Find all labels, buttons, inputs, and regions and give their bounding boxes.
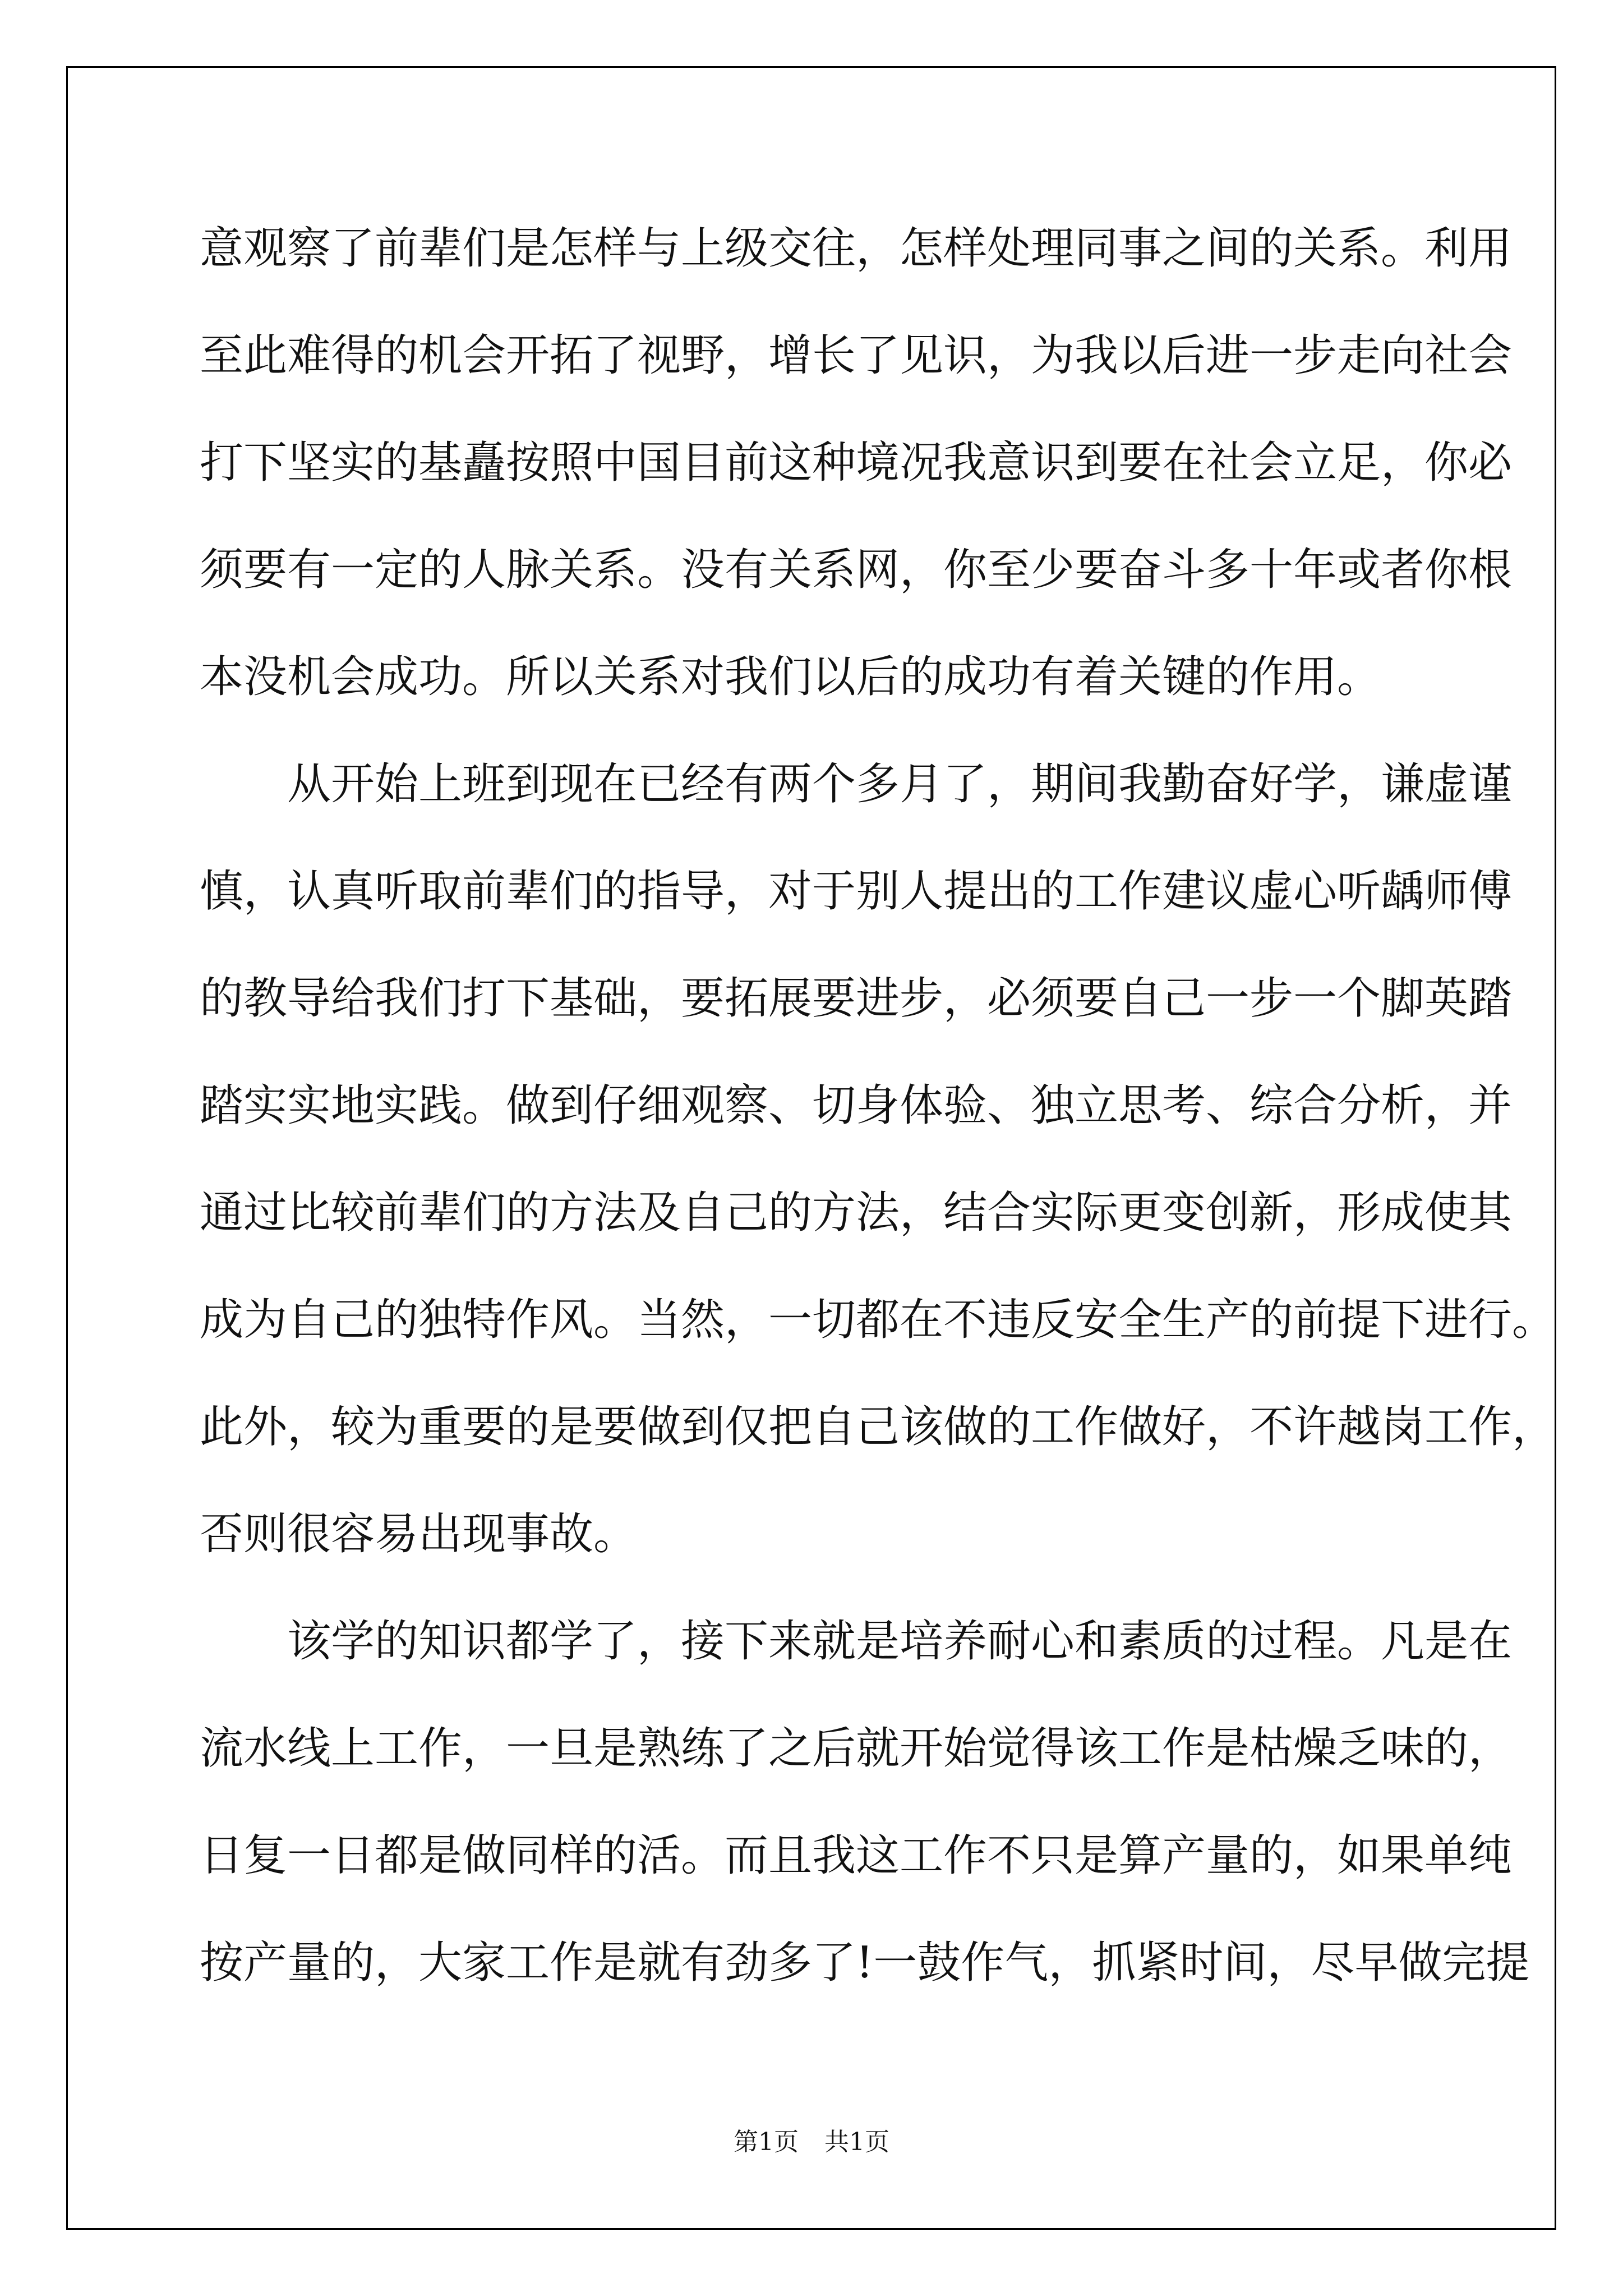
text-line: 意观察了前辈们是怎样与上级交往，怎样处理同事之间的关系。利用 [200,223,1513,274]
text-line: 踏实实地实践。做到仔细观察、切身体验、独立思考、综合分析，并 [200,1080,1513,1131]
text-line: 从开始上班到现在已经有两个多月了，期间我勤奋好学，谦虚谨 [287,759,1513,809]
text-line: 流水线上工作，一旦是熟练了之后就开始觉得该工作是枯燥乏味的， [200,1723,1513,1774]
text-line: 否则很容易出现事故。 [200,1509,638,1559]
text-line: 打下坚实的基矗按照中国目前这种境况我意识到要在社会立足，你必 [200,438,1513,488]
page-number: 第1页 [734,2128,799,2156]
text-line: 须要有一定的人脉关系。没有关系网，你至少要奋斗多十年或者你根 [200,545,1513,595]
text-line: 通过比较前辈们的方法及自己的方法，结合实际更变创新，形成使其 [200,1188,1513,1238]
document-body [200,195,1556,2017]
text-line: 至此难得的机会开拓了视野，增长了见识，为我以后进一步走向社会 [200,330,1513,381]
page-total: 共1页 [824,2128,889,2156]
text-line: 按产量的，大家工作是就有劲多了!一鼓作气，抓紧时间，尽早做完提 [200,1938,1530,1988]
page-footer [0,2122,1623,2157]
text-line: 本没机会成功。所以关系对我们以后的成功有着关键的作用。 [200,652,1381,702]
text-line: 的教导给我们打下基础，要拓展要进步，必须要自己一步一个脚英踏 [200,973,1513,1024]
text-line: 此外，较为重要的是要做到仅把自己该做的工作做好，不许越岗工作， [200,1402,1556,1452]
text-line: 该学的知识都学了，接下来就是培养耐心和素质的过程。凡是在 [287,1616,1513,1667]
text-line: 成为自己的独特作风。当然，一切都在不违反安全生产的前提下进行。 [200,1295,1556,1345]
text-line: 慎，认真听取前辈们的指导，对于别人提出的工作建议虚心听龋师傅 [200,866,1513,917]
text-line: 日复一日都是做同样的活。而且我这工作不只是算产量的，如果单纯 [200,1830,1513,1881]
